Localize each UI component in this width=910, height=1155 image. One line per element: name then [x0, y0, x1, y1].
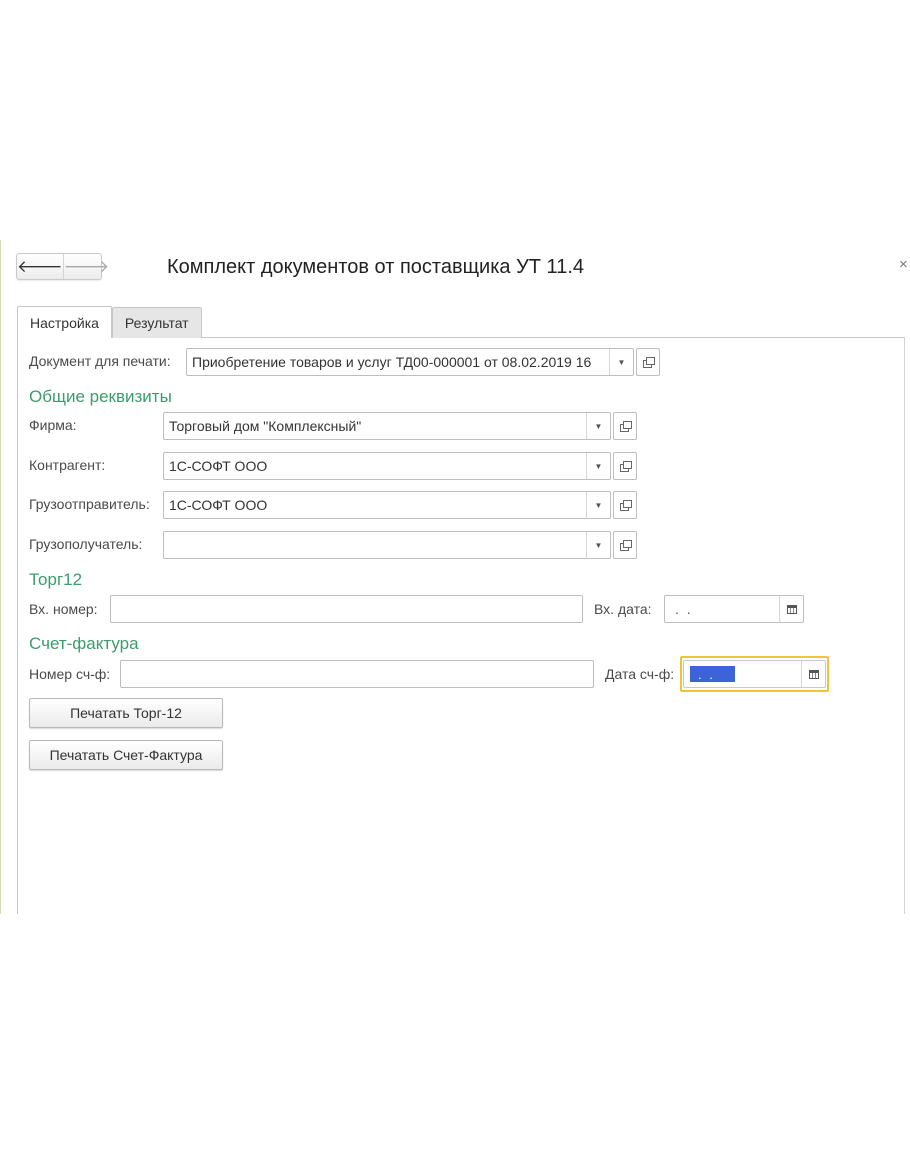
in-date-value: . . [675, 601, 693, 617]
shipper-open-button[interactable] [613, 491, 637, 519]
triangle-down-icon[interactable]: ▼ [586, 413, 610, 439]
consignee-open-button[interactable] [613, 531, 637, 559]
counterparty-open-button[interactable] [613, 452, 637, 480]
open-form-icon [620, 500, 631, 510]
print-doc-value: Приобретение товаров и услуг ТД00-000001 от 08.02.2019 16 [192, 354, 592, 370]
firm-label: Фирма: [29, 417, 77, 433]
in-number-value [111, 596, 582, 622]
open-form-icon [620, 540, 631, 550]
print-torg12-button[interactable]: Печатать Торг-12 [29, 698, 223, 728]
triangle-down-icon[interactable]: ▼ [586, 453, 610, 479]
invoice-number-value [121, 661, 593, 687]
invoice-date-value-wrap [684, 661, 801, 687]
in-number-field[interactable] [110, 595, 583, 623]
open-form-icon [643, 357, 654, 367]
triangle-down-icon[interactable]: ▼ [586, 532, 610, 558]
section-invoice-heading: Счет-фактура [29, 634, 139, 653]
document-window [0, 240, 910, 914]
settings-panel [17, 337, 905, 914]
in-date-calendar-button[interactable] [779, 596, 803, 622]
window-title: Комплект документов от поставщика УТ 11.4 [167, 256, 584, 278]
shipper-value: 1С-СОФТ ООО [169, 497, 268, 513]
tab-result[interactable]: Результат [112, 307, 202, 338]
in-date-label: Вх. дата: [594, 601, 652, 617]
open-form-icon [620, 421, 631, 431]
consignee-label: Грузополучатель: [29, 536, 143, 552]
invoice-date-value: . . [690, 666, 735, 682]
print-doc-field[interactable] [186, 348, 634, 376]
firm-value: Торговый дом "Комплексный" [169, 418, 362, 434]
in-number-label: Вх. номер: [29, 601, 98, 617]
invoice-date-label: Дата сч-ф: [605, 666, 675, 682]
print-doc-label: Документ для печати: [29, 353, 171, 369]
back-arrow-icon[interactable]: 🡐 [17, 254, 64, 279]
print-invoice-button[interactable]: Печатать Счет-Фактура [29, 740, 223, 770]
open-form-icon [620, 461, 631, 471]
triangle-down-icon[interactable]: ▼ [609, 349, 633, 375]
invoice-date-focus-frame [680, 656, 829, 692]
navigation-buttons [16, 253, 110, 280]
invoice-number-field[interactable] [120, 660, 594, 688]
print-doc-open-button[interactable] [636, 348, 660, 376]
shipper-label: Грузоотправитель: [29, 496, 150, 512]
counterparty-field[interactable] [163, 452, 611, 480]
invoice-date-calendar-button[interactable] [801, 661, 825, 687]
counterparty-label: Контрагент: [29, 457, 106, 473]
consignee-field[interactable] [163, 531, 611, 559]
firm-open-button[interactable] [613, 412, 637, 440]
tab-bar [17, 306, 202, 338]
firm-field[interactable] [163, 412, 611, 440]
triangle-down-icon[interactable]: ▼ [586, 492, 610, 518]
invoice-number-label: Номер сч-ф: [29, 666, 111, 682]
forward-arrow-icon[interactable]: 🡒 [63, 257, 110, 276]
tab-settings[interactable]: Настройка [17, 306, 112, 338]
counterparty-value: 1С-СОФТ ООО [169, 458, 268, 474]
shipper-field[interactable] [163, 491, 611, 519]
section-general-heading: Общие реквизиты [29, 387, 172, 406]
calendar-icon [787, 605, 797, 614]
invoice-date-field[interactable] [683, 660, 826, 688]
in-date-field[interactable] [664, 595, 804, 623]
calendar-icon [809, 670, 819, 679]
consignee-value [164, 532, 586, 558]
close-icon[interactable]: × [899, 256, 908, 273]
section-torg12-heading: Торг12 [29, 570, 83, 589]
